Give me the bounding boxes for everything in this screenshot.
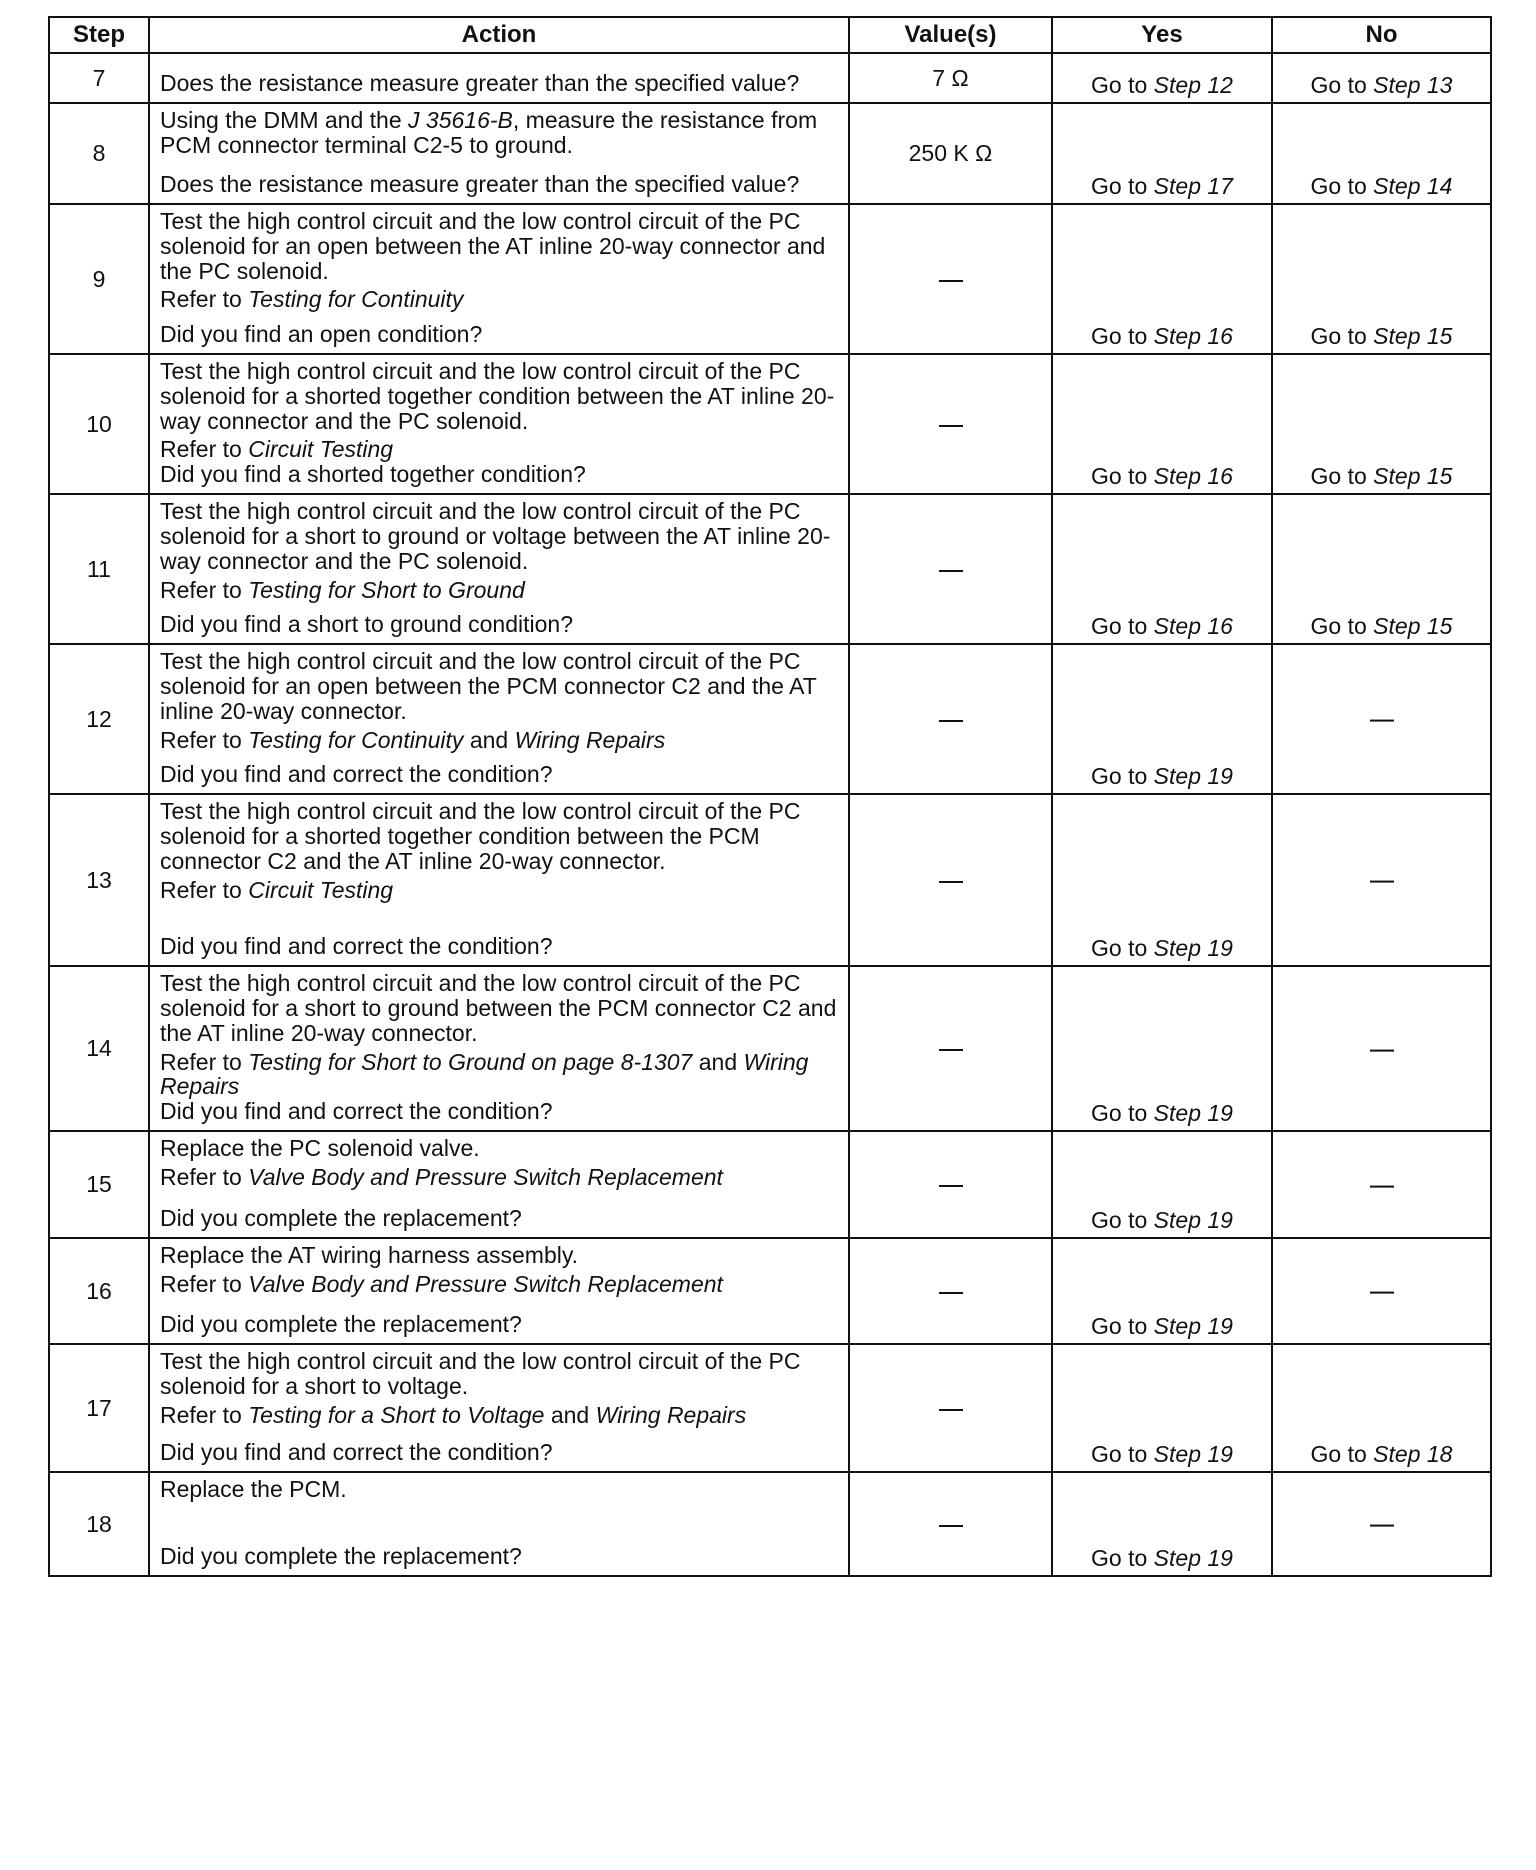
yes-cell [1052, 1131, 1272, 1238]
action-content [160, 359, 838, 487]
value-cell [849, 354, 1052, 494]
step-number: 13 [49, 794, 149, 966]
yes-goto [1091, 764, 1233, 789]
value-cell [849, 103, 1052, 204]
header-no: No [1272, 17, 1491, 53]
action-paragraph [160, 1477, 838, 1502]
reference-title: Wiring Repairs [595, 1401, 747, 1428]
no-goto [1311, 324, 1453, 349]
value-cell [849, 966, 1052, 1131]
value-cell [849, 204, 1052, 354]
action-content [160, 108, 838, 197]
action-question: Did you complete the replacement? [160, 1543, 522, 1570]
no-cell [1272, 494, 1491, 644]
action-text: Test the high control circuit and the low control circuit of the PC solenoid for a shorted together condition between the PCM connector C2 and the AT inline 20-way connector. [160, 798, 801, 874]
reference-title: Testing for Continuity [248, 726, 464, 753]
yes-cell [1052, 1344, 1272, 1472]
action-text: Refer to [160, 1163, 249, 1190]
yes-cell [1052, 204, 1272, 354]
step-number: 18 [49, 1472, 149, 1576]
action-cell [149, 204, 849, 354]
table-row [49, 1472, 1491, 1576]
yes-cell [1052, 644, 1272, 794]
dash-mark [939, 881, 963, 883]
goto-prefix: Go to [1091, 1441, 1154, 1468]
table-row [49, 1344, 1491, 1472]
step-reference: Step 19 [1153, 1441, 1233, 1468]
action-cell [149, 53, 849, 103]
table-row [49, 794, 1491, 966]
table-row [49, 644, 1491, 794]
step-number: 14 [49, 966, 149, 1131]
action-paragraph [160, 287, 838, 312]
action-text: Refer to [160, 1048, 249, 1075]
step-number: 10 [49, 354, 149, 494]
no-cell [1272, 794, 1491, 966]
step-reference: Step 19 [1153, 1545, 1233, 1572]
step-reference: Step 15 [1373, 323, 1453, 350]
step-number: 12 [49, 644, 149, 794]
action-content [160, 971, 838, 1124]
action-content [160, 649, 838, 787]
no-cell [1272, 204, 1491, 354]
goto-prefix: Go to [1091, 1100, 1154, 1127]
step-reference: Step 12 [1153, 72, 1233, 99]
step-reference: Step 16 [1153, 323, 1233, 350]
reference-title: Testing for Short to Ground [248, 576, 525, 603]
dash-mark [939, 1409, 963, 1411]
action-question: Did you find a shorted together condition? [160, 461, 586, 488]
no-cell [1272, 354, 1491, 494]
step-reference: Step 19 [1153, 1313, 1233, 1340]
reference-title: Valve Body and Pressure Switch Replacement [248, 1270, 723, 1297]
goto-prefix: Go to [1091, 1545, 1154, 1572]
goto-prefix: Go to [1310, 613, 1374, 640]
value-cell [849, 1472, 1052, 1576]
action-cell [149, 794, 849, 966]
action-text: Refer to [160, 1270, 249, 1297]
action-paragraph [160, 1403, 838, 1428]
no-dash [1273, 1036, 1490, 1061]
reference-title: Testing for a Short to Voltage [248, 1401, 545, 1428]
action-cell [149, 1131, 849, 1238]
action-cell [149, 644, 849, 794]
yes-goto [1091, 324, 1233, 349]
step-reference: Step 16 [1153, 613, 1233, 640]
action-paragraph [160, 1165, 838, 1190]
action-content [160, 1349, 838, 1465]
value-text: 250 K Ω [908, 140, 993, 167]
reference-title: Circuit Testing [248, 876, 394, 903]
action-question: Did you find a short to ground condition? [160, 611, 573, 638]
dash-mark [939, 570, 963, 572]
goto-prefix: Go to [1091, 323, 1154, 350]
no-goto [1311, 614, 1453, 639]
action-paragraph [160, 359, 838, 433]
table-row [49, 966, 1491, 1131]
goto-prefix: Go to [1091, 613, 1154, 640]
action-question: Did you find and correct the condition? [160, 1439, 553, 1466]
dash-mark [939, 1525, 963, 1527]
value-cell [849, 1344, 1052, 1472]
action-question: Did you complete the replacement? [160, 1311, 522, 1338]
no-cell [1272, 1131, 1491, 1238]
yes-goto [1091, 464, 1233, 489]
action-text: and [544, 1401, 596, 1428]
yes-goto [1091, 174, 1233, 199]
spacer [160, 1502, 838, 1544]
no-dash [1273, 1279, 1490, 1304]
goto-prefix: Go to [1091, 763, 1154, 790]
action-cell [149, 1238, 849, 1344]
reference-title: Valve Body and Pressure Switch Replacement [248, 1163, 723, 1190]
action-content [160, 1243, 838, 1337]
no-goto [1311, 1442, 1453, 1467]
step-reference: Step 15 [1373, 613, 1453, 640]
action-cell [149, 103, 849, 204]
step-reference: Step 13 [1373, 72, 1453, 99]
table-row [49, 204, 1491, 354]
step-number: 8 [49, 103, 149, 204]
table-body [49, 53, 1491, 1576]
action-text: Test the high control circuit and the low control circuit of the PC solenoid for a short to voltage. [160, 1348, 801, 1399]
value-cell [849, 644, 1052, 794]
goto-prefix: Go to [1310, 173, 1374, 200]
action-text: Refer to [160, 876, 249, 903]
yes-cell [1052, 966, 1272, 1131]
action-content [160, 1136, 838, 1231]
step-number: 7 [49, 53, 149, 103]
spacer [160, 902, 838, 934]
reference-title: J 35616-B [408, 107, 513, 133]
action-question: Did you find and correct the condition? [160, 761, 553, 788]
action-text: Refer to [160, 286, 249, 313]
goto-prefix: Go to [1310, 323, 1374, 350]
yes-goto [1091, 936, 1233, 961]
value-text: 7 Ω [932, 64, 969, 91]
step-reference: Step 18 [1373, 1441, 1453, 1468]
no-cell [1272, 1472, 1491, 1576]
action-text: Replace the PC solenoid valve. [160, 1135, 480, 1162]
dash-mark [1370, 720, 1394, 722]
reference-title: Wiring Repairs [160, 1048, 809, 1100]
action-text: Test the high control circuit and the low control circuit of the PC solenoid for an open between the PCM connector C2 and the AT inline 20-way connector. [160, 648, 817, 724]
no-dash [1273, 1172, 1490, 1197]
yes-goto [1091, 1101, 1233, 1126]
table-row [49, 103, 1491, 204]
value-cell [849, 1238, 1052, 1344]
no-dash [1273, 707, 1490, 732]
action-text: and [692, 1048, 744, 1075]
yes-cell [1052, 1472, 1272, 1576]
action-question: Does the resistance measure greater than the specified value? [160, 70, 800, 97]
step-number: 16 [49, 1238, 149, 1344]
no-cell [1272, 1238, 1491, 1344]
yes-cell [1052, 794, 1272, 966]
action-question: Did you find an open condition? [160, 321, 483, 348]
dash-mark [1370, 1292, 1394, 1294]
action-paragraph [160, 1349, 838, 1399]
spacer [160, 1190, 838, 1207]
action-question: Does the resistance measure greater than the specified value? [160, 171, 800, 198]
dash-mark [1370, 1185, 1394, 1187]
action-paragraph [160, 1272, 838, 1297]
action-text: Refer to [160, 726, 249, 753]
no-goto [1311, 73, 1453, 98]
action-text: Test the high control circuit and the low control circuit of the PC solenoid for a shorted together condition between the AT inline 20-way connector and the PC solenoid. [160, 358, 835, 434]
action-paragraph [160, 578, 838, 603]
action-text: Refer to [160, 436, 249, 463]
reference-title: Wiring Repairs [514, 726, 666, 753]
step-reference: Step 19 [1153, 935, 1233, 962]
goto-prefix: Go to [1310, 72, 1374, 99]
step-reference: Step 17 [1153, 173, 1233, 200]
no-cell [1272, 103, 1491, 204]
action-text: Test the high control circuit and the low control circuit of the PC solenoid for an open between the AT inline 20-way connector and the PC solenoid. [160, 208, 826, 284]
action-paragraph [160, 108, 838, 158]
dash-mark [939, 1292, 963, 1294]
dash-mark [939, 425, 963, 427]
no-cell [1272, 53, 1491, 103]
yes-cell [1052, 1238, 1272, 1344]
spacer [160, 1297, 838, 1313]
action-content [160, 209, 838, 347]
action-paragraph [160, 1136, 838, 1161]
action-paragraph [160, 728, 838, 753]
action-text: Using the DMM and the [160, 107, 409, 133]
action-question: Did you find and correct the condition? [160, 933, 553, 960]
reference-title: Circuit Testing [248, 436, 394, 463]
yes-goto [1091, 73, 1233, 98]
dash-mark [1370, 1525, 1394, 1527]
no-goto [1311, 174, 1453, 199]
no-dash [1273, 868, 1490, 893]
no-cell [1272, 966, 1491, 1131]
action-content [160, 58, 838, 96]
action-paragraph [160, 437, 838, 462]
step-reference: Step 19 [1153, 763, 1233, 790]
spacer [160, 158, 838, 173]
action-question: Did you find and correct the condition? [160, 1098, 553, 1125]
action-paragraph [160, 1243, 838, 1268]
action-text: Replace the AT wiring harness assembly. [160, 1242, 579, 1269]
yes-goto [1091, 1208, 1233, 1233]
table-row [49, 53, 1491, 103]
header-yes: Yes [1052, 17, 1272, 53]
action-paragraph [160, 209, 838, 283]
action-paragraph [160, 1050, 838, 1100]
action-content [160, 799, 838, 959]
header-values: Value(s) [849, 17, 1052, 53]
header-step: Step [49, 17, 149, 53]
step-number: 9 [49, 204, 149, 354]
yes-goto [1091, 614, 1233, 639]
no-dash [1273, 1512, 1490, 1537]
goto-prefix: Go to [1310, 463, 1374, 490]
goto-prefix: Go to [1091, 1207, 1154, 1234]
action-paragraph [160, 649, 838, 723]
yes-goto [1091, 1442, 1233, 1467]
reference-title: Testing for Short to Ground on page 8-1307 [248, 1048, 693, 1075]
step-reference: Step 15 [1373, 463, 1453, 490]
step-reference: Step 14 [1373, 173, 1453, 200]
step-number: 11 [49, 494, 149, 644]
action-paragraph [160, 799, 838, 873]
header-row [49, 17, 1491, 53]
yes-goto [1091, 1314, 1233, 1339]
action-content [160, 499, 838, 637]
goto-prefix: Go to [1091, 935, 1154, 962]
goto-prefix: Go to [1091, 72, 1154, 99]
action-question: Did you complete the replacement? [160, 1205, 522, 1232]
dash-mark [939, 1185, 963, 1187]
yes-cell [1052, 494, 1272, 644]
goto-prefix: Go to [1091, 1313, 1154, 1340]
value-cell [849, 1131, 1052, 1238]
value-cell [849, 794, 1052, 966]
action-text: , measure the resistance from PCM connector terminal C2-5 to ground. [160, 107, 818, 158]
value-cell [849, 494, 1052, 644]
value-cell [849, 53, 1052, 103]
action-cell [149, 354, 849, 494]
action-text: Refer to [160, 576, 249, 603]
diagnostic-table [48, 16, 1492, 1577]
goto-prefix: Go to [1091, 463, 1154, 490]
reference-title: Testing for Continuity [248, 286, 464, 313]
dash-mark [1370, 881, 1394, 883]
dash-mark [1370, 1049, 1394, 1051]
dash-mark [939, 1049, 963, 1051]
action-text: Refer to [160, 1401, 249, 1428]
yes-cell [1052, 103, 1272, 204]
yes-cell [1052, 354, 1272, 494]
action-cell [149, 1472, 849, 1576]
no-cell [1272, 1344, 1491, 1472]
dash-mark [939, 720, 963, 722]
action-cell [149, 1344, 849, 1472]
dash-mark [939, 280, 963, 282]
action-paragraph [160, 971, 838, 1045]
header-action: Action [149, 17, 849, 53]
step-number: 17 [49, 1344, 149, 1472]
action-content [160, 1477, 838, 1569]
step-reference: Step 19 [1153, 1207, 1233, 1234]
yes-cell [1052, 53, 1272, 103]
goto-prefix: Go to [1310, 1441, 1374, 1468]
action-cell [149, 966, 849, 1131]
yes-goto [1091, 1546, 1233, 1571]
no-cell [1272, 644, 1491, 794]
action-cell [149, 494, 849, 644]
action-paragraph [160, 499, 838, 573]
table-row [49, 354, 1491, 494]
table-row [49, 1131, 1491, 1238]
table-row [49, 1238, 1491, 1344]
goto-prefix: Go to [1091, 173, 1154, 200]
action-text: Replace the PCM. [160, 1476, 347, 1503]
step-reference: Step 19 [1153, 1100, 1233, 1127]
step-number: 15 [49, 1131, 149, 1238]
table-row [49, 494, 1491, 644]
action-text: Test the high control circuit and the low control circuit of the PC solenoid for a short to ground between the PCM connector C2 and the AT inline 20-way connector. [160, 970, 837, 1046]
action-paragraph [160, 878, 838, 903]
action-text: and [463, 726, 515, 753]
no-goto [1311, 464, 1453, 489]
action-text: Test the high control circuit and the low control circuit of the PC solenoid for a short to ground or voltage between the AT inline 20-way connector and the PC solenoid. [160, 498, 831, 574]
step-reference: Step 16 [1153, 463, 1233, 490]
